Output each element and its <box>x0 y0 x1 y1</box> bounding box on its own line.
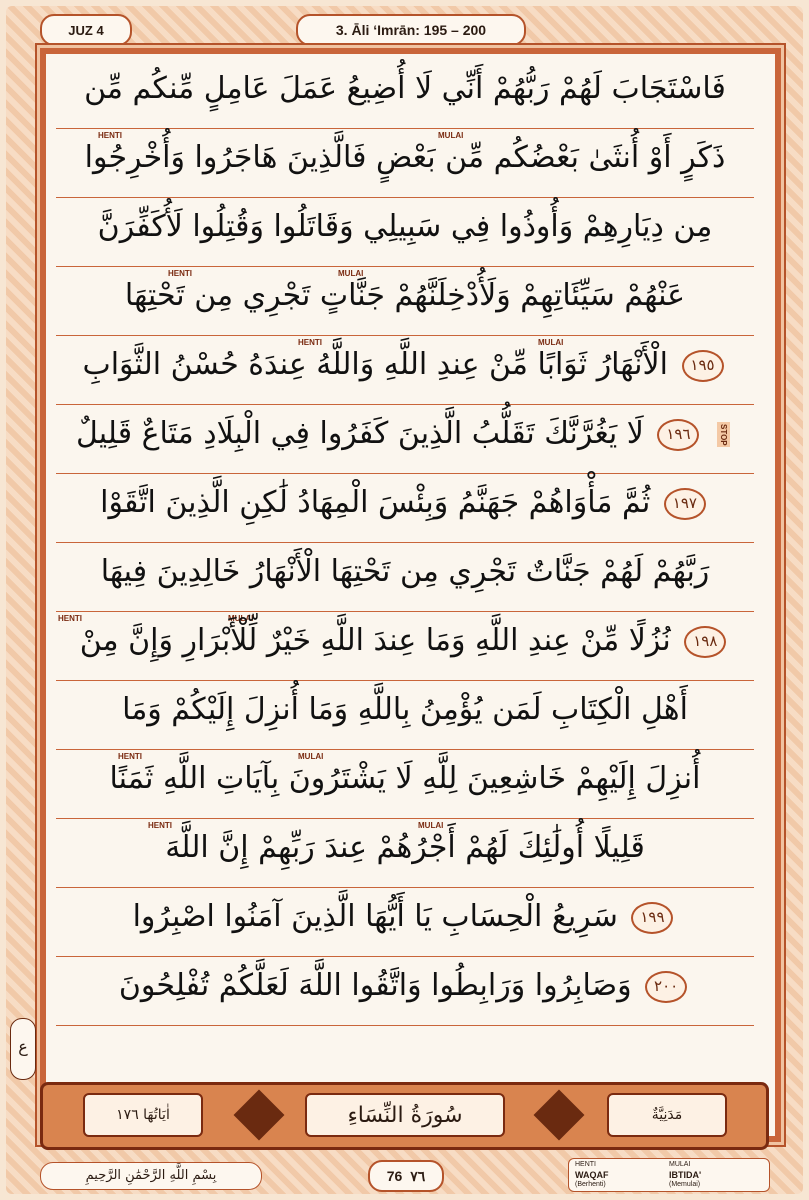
henti-mark: HENTI <box>148 821 172 830</box>
mulai-mark: MULAI <box>298 752 324 761</box>
line-text: رَبَّهُمْ لَهُمْ جَنَّاتٌ تَجْرِي مِن تَحْتِهَا الْأَنْهَارُ خَالِدِينَ فِيهَا <box>100 554 710 589</box>
henti-mark: HENTI <box>298 338 322 347</box>
line-text: أُنزِلَ إِلَيْهِمْ خَاشِعِينَ لِلَّهِ لَا يَشْتَرُونَ بِآيَاتِ اللَّهِ ثَمَنًا <box>109 761 701 796</box>
line-text: ذَكَرٍ أَوْ أُنثَىٰ بَعْضُكُم مِّن بَعْضٍ فَالَّذِينَ هَاجَرُوا وَأُخْرِجُوا <box>84 140 726 175</box>
ayah-marker: ١٩٥ <box>682 350 724 382</box>
line-text: ثُمَّ مَأْوَاهُمْ جَهَنَّمُ وَبِئْسَ الْمِهَادُ لَٰكِنِ الَّذِينَ اتَّقَوْا <box>100 485 651 520</box>
ornament-icon <box>234 1090 285 1141</box>
line-text: نُزُلًا مِّنْ عِندِ اللَّهِ وَمَا عِندَ اللَّهِ خَيْرٌ لِّلْأَبْرَارِ وَإِنَّ مِنْ <box>79 623 671 658</box>
page-number-arabic: ٧٦ <box>410 1167 426 1184</box>
text-line <box>56 543 754 623</box>
legend-waqaf-sub: (Berhenti) <box>575 1181 606 1188</box>
text-line <box>56 474 754 543</box>
quran-text <box>56 60 754 1026</box>
line-text: عَنْهُمْ سَيِّئَاتِهِمْ وَلَأُدْخِلَنَّهُمْ جَنَّاتٍ تَجْرِي مِن تَحْتِهَا <box>124 278 686 313</box>
waqaf-legend <box>568 1158 770 1192</box>
text-line <box>56 681 754 761</box>
text-line <box>56 336 754 405</box>
text-line <box>56 957 754 1026</box>
line-text: سَرِيعُ الْحِسَابِ يَا أَيُّهَا الَّذِينَ آمَنُوا اصْبِرُوا <box>132 899 618 934</box>
text-line <box>56 405 754 474</box>
legend-mulai: MULAI <box>669 1161 691 1168</box>
ayah-marker: ١٩٦ <box>657 419 699 451</box>
juz-label: JUZ 4 <box>40 14 132 46</box>
henti-mark: HENTI <box>98 131 122 140</box>
ayah-count-label: اٰيَاتُهَا ١٧٦ <box>83 1093 203 1137</box>
mulai-mark: MULAI <box>538 338 564 347</box>
line-text: فَاسْتَجَابَ لَهُمْ رَبُّهُمْ أَنِّي لَا أُضِيعُ عَمَلَ عَامِلٍ مِّنكُم مِّن <box>84 71 726 106</box>
legend-ibtida-sub: (Memulai) <box>669 1181 701 1188</box>
text-line <box>56 819 754 888</box>
text-line <box>56 60 754 140</box>
line-text: مِن دِيَارِهِمْ وَأُوذُوا فِي سَبِيلِي وَقَاتَلُوا وَقُتِلُوا لَأُكَفِّرَنَّ <box>97 209 713 244</box>
legend-ibtida: IBTIDA' <box>669 1170 702 1180</box>
legend-henti: HENTI <box>575 1161 596 1168</box>
surah-range-label: 3. Āli ʻImrān: 195 – 200 <box>296 14 526 46</box>
mulai-mark: MULAI <box>418 821 444 830</box>
line-text: الْأَنْهَارُ ثَوَابًا مِّنْ عِندِ اللَّهِ وَاللَّهُ عِندَهُ حُسْنُ الثَّوَابِ <box>82 347 668 382</box>
mulai-mark: MULAI <box>438 131 464 140</box>
revelation-type-label: مَدَنِيَّةٌ <box>607 1093 727 1137</box>
stop-mark: STOP <box>719 423 728 446</box>
surah-name-label: سُورَةُ النِّسَاءِ <box>305 1093 505 1137</box>
top-bar <box>40 14 769 44</box>
ayah-marker: ١٩٩ <box>631 902 673 934</box>
footer <box>0 1156 809 1194</box>
ayah-marker: ٢٠٠ <box>645 971 687 1003</box>
legend-waqaf: WAQAF <box>575 1170 609 1180</box>
line-text: قَلِيلًا أُولَٰئِكَ لَهُمْ أَجْرُهُمْ عِندَ رَبِّهِمْ إِنَّ اللَّهَ <box>165 830 645 865</box>
ornament-icon <box>534 1090 585 1141</box>
basmala-label: بِسْمِ اللَّهِ الرَّحْمَٰنِ الرَّحِيمِ <box>40 1162 262 1190</box>
ruku-marker: ع <box>10 1018 36 1080</box>
surah-header-banner <box>40 1082 769 1150</box>
line-text: أَهْلِ الْكِتَابِ لَمَن يُؤْمِنُ بِاللَّهِ وَمَا أُنزِلَ إِلَيْكُمْ وَمَا <box>122 692 688 727</box>
henti-mark: HENTI <box>58 614 82 623</box>
line-text: لَا يَغُرَّنَّكَ تَقَلُّبُ الَّذِينَ كَفَرُوا فِي الْبِلَادِ مَتَاعٌ قَلِيلٌ <box>76 416 644 451</box>
ayah-marker: ١٩٨ <box>684 626 726 658</box>
text-line <box>56 888 754 957</box>
henti-mark: HENTI <box>168 269 192 278</box>
mulai-mark: MULAI <box>228 614 254 623</box>
ayah-marker: ١٩٧ <box>664 488 706 520</box>
henti-mark: HENTI <box>118 752 142 761</box>
text-line <box>56 267 754 347</box>
page-number-latin: 76 <box>386 1168 403 1184</box>
text-line <box>56 129 754 198</box>
text-line <box>56 612 754 681</box>
line-text: وَصَابِرُوا وَرَابِطُوا وَاتَّقُوا اللَّهَ لَعَلَّكُمْ تُفْلِحُونَ <box>118 968 632 1003</box>
mulai-mark: MULAI <box>338 269 364 278</box>
text-line <box>56 198 754 278</box>
text-line <box>56 750 754 830</box>
page-number <box>368 1160 444 1192</box>
